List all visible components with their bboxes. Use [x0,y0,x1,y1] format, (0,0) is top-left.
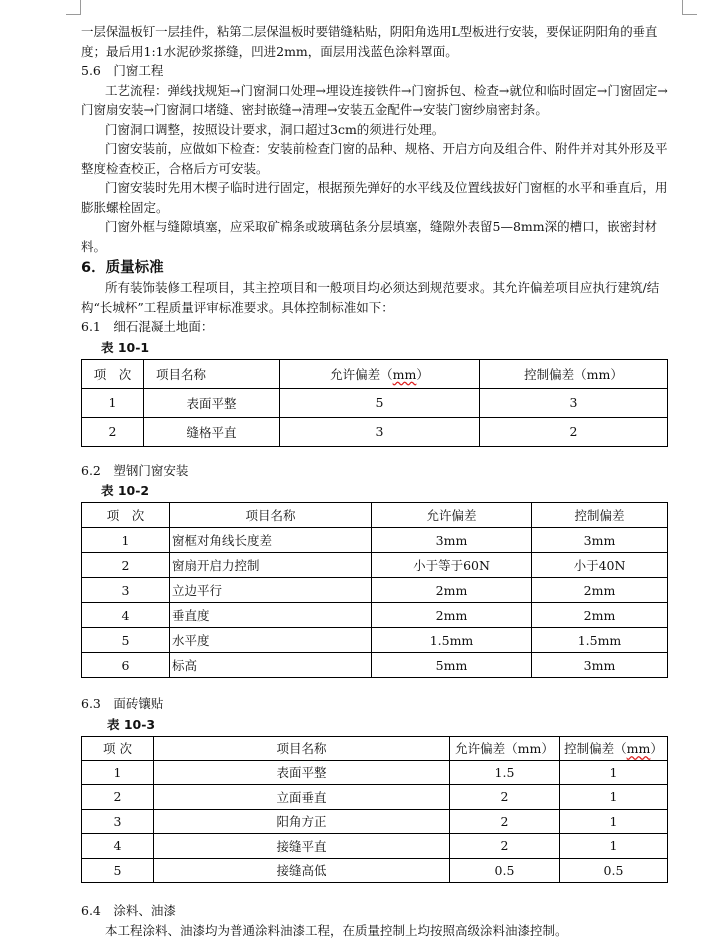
header-cell: 项 次 [82,503,170,528]
table-cell: 小于等于60N [372,553,532,578]
table-cell: 缝格平直 [144,417,280,446]
table-row [82,528,668,553]
table-cell: 1 [82,388,144,417]
header-cell: 控制偏差 [532,503,668,528]
section-6-para: 所有装饰装修工程项目，其主控项目和一般项目均必须达到规范要求。其允许偏差项目应执行建筑/结构“长城杯”工程质量评审标准要求。具体控制标准如下： [81,278,669,317]
table-10-3-caption: 表 10-3 [81,714,669,735]
table-10-1-caption: 表 10-1 [81,337,669,358]
table-cell: 2 [82,553,170,578]
table-cell: 1.5mm [532,628,668,653]
table-cell: 1 [560,785,668,810]
table-cell: 3mm [532,528,668,553]
section-5-6-para-2: 门窗洞口调整，按照设计要求，洞口超过3cm的须进行处理。 [81,120,669,140]
table-cell: 2 [480,417,668,446]
table-header-row [82,736,668,760]
section-6-4-heading: 6.4 涂料、油漆 [81,901,669,921]
table-cell: 5mm [372,653,532,678]
section-6-2-heading: 6.2 塑钢门窗安装 [81,461,669,481]
header-cell: 允许偏差（mm） [280,359,480,388]
table-row [82,603,668,628]
table-cell: 接缝高低 [154,858,450,883]
header-cell: 项 次 [82,359,144,388]
section-5-6-para-3: 门窗安装前，应做如下检查：安装前检查门窗的品种、规格、开启方向及组合件、附件并对其外形及平整度检查校正，合格后方可安装。 [81,139,669,178]
table-10-3 [81,736,668,884]
table-row [82,653,668,678]
section-6-4-para: 本工程涂料、油漆均为普通涂料油漆工程，在质量控制上均按照高级涂料油漆控制。 [81,921,669,940]
table-cell: 水平度 [170,628,372,653]
table-row [82,388,668,417]
table-cell: 3mm [532,653,668,678]
section-6-1-heading: 6.1 细石混凝土地面： [81,317,669,337]
table-cell: 2 [82,417,144,446]
table-row [82,578,668,603]
header-cell: 项目名称 [144,359,280,388]
table-row [82,785,668,810]
table-cell: 5 [280,388,480,417]
table-cell: 3 [82,809,154,834]
table-row [82,760,668,785]
table-cell: 接缝平直 [154,834,450,859]
table-cell: 阳角方正 [154,809,450,834]
section-6-heading: 6．质量标准 [81,259,669,278]
header-cell: 项目名称 [154,736,450,760]
table-cell: 1 [560,834,668,859]
table-cell: 2 [82,785,154,810]
table-cell: 2mm [372,603,532,628]
document-page [81,0,669,940]
table-cell: 1 [560,809,668,834]
table-10-2 [81,502,668,678]
header-cell: 项目名称 [170,503,372,528]
table-cell: 3 [280,417,480,446]
table-cell: 3mm [372,528,532,553]
table-cell: 立面垂直 [154,785,450,810]
table-row [82,809,668,834]
table-cell: 5 [82,628,170,653]
table-cell: 0.5 [560,858,668,883]
section-5-6-para-5: 门窗外框与缝隙填塞，应采取矿棉条或玻璃毡条分层填塞，缝隙外表留5—8mm深的槽口，嵌密封材料。 [81,217,669,256]
table-cell: 1.5 [450,760,560,785]
table-cell: 2 [450,809,560,834]
section-5-6-heading: 5.6 门窗工程 [81,61,669,81]
margin-corner-mark-right [682,0,697,15]
table-row [82,553,668,578]
margin-corner-mark-left [66,0,81,15]
table-10-1 [81,359,668,447]
header-cell: 控制偏差（mm） [560,736,668,760]
table-cell: 2mm [372,578,532,603]
table-row [82,628,668,653]
table-header-row [82,503,668,528]
table-cell: 1 [560,760,668,785]
table-cell: 1 [82,528,170,553]
intro-line-2: 度；最后用1:1水泥砂浆搽缝，凹进2mm，面层用浅蓝色涂料罩面。 [81,42,669,62]
table-cell: 6 [82,653,170,678]
table-cell: 0.5 [450,858,560,883]
intro-line-1: 一层保温板钉一层挂件，粘第二层保温板时要错缝粘贴，阴阳角选用L型板进行安装，要保证阴阳角的垂直 [81,22,669,42]
header-cell: 允许偏差（mm） [450,736,560,760]
header-cell: 允许偏差 [372,503,532,528]
table-cell: 标高 [170,653,372,678]
table-row [82,834,668,859]
table-cell: 2 [450,834,560,859]
table-cell: 1.5mm [372,628,532,653]
table-cell: 垂直度 [170,603,372,628]
header-cell: 项 次 [82,736,154,760]
table-cell: 3 [82,578,170,603]
section-5-6-process: 工艺流程：弹线找规矩→门窗洞口处理→埋设连接铁件→门窗拆包、检查→就位和临时固定→门窗固定→门窗扇安装→门窗洞口堵缝、密封嵌缝→清理→安装五金配件→安装门窗纱扇密封条。 [81,81,669,120]
table-cell: 2mm [532,578,668,603]
table-row [82,417,668,446]
table-cell: 窗扇开启力控制 [170,553,372,578]
table-cell: 3 [480,388,668,417]
table-cell: 窗框对角线长度差 [170,528,372,553]
table-header-row [82,359,668,388]
table-cell: 4 [82,603,170,628]
section-5-6-para-4: 门窗安装时先用木楔子临时进行固定，根据预先弹好的水平线及位置线拔好门窗框的水平和垂直后，用膨胀螺栓固定。 [81,178,669,217]
table-cell: 1 [82,760,154,785]
table-cell: 立边平行 [170,578,372,603]
table-cell: 2mm [532,603,668,628]
table-cell: 2 [450,785,560,810]
table-row [82,858,668,883]
table-cell: 4 [82,834,154,859]
table-cell: 表面平整 [154,760,450,785]
section-6-3-heading: 6.3 面砖镶贴 [81,694,669,714]
table-cell: 表面平整 [144,388,280,417]
header-cell: 控制偏差（mm） [480,359,668,388]
table-10-2-caption: 表 10-2 [81,480,669,501]
table-cell: 5 [82,858,154,883]
table-cell: 小于40N [532,553,668,578]
